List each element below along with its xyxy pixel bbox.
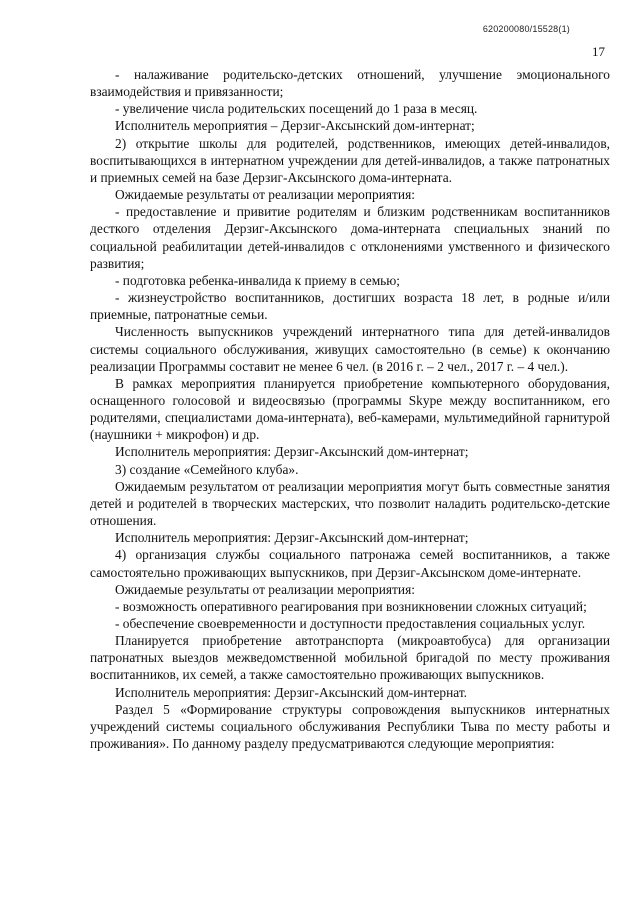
paragraph: В рамках мероприятия планируется приобретение компьютерного оборудования, оснащенного голосовой и видеосвязью (программы Skype между воспитанником, его родителями, специалистами дома-интерната), веб-камерами, мультимедийной гарнитурой (наушники + микрофон) и др. bbox=[90, 375, 610, 443]
document-body bbox=[90, 66, 610, 752]
paragraph: 2) открытие школы для родителей, родственников, имеющих детей-инвалидов, воспитывающихся в интернатном учреждении для детей-инвалидов, а также патронатных и приемных семей на базе Дерзиг-Аксынского дома-интерната. bbox=[90, 135, 610, 185]
paragraph: Ожидаемые результаты от реализации мероприятия: bbox=[115, 581, 415, 597]
paragraph: - подготовка ребенка-инвалида к приему в семью; bbox=[115, 272, 401, 288]
paragraph: - предоставление и привитие родителям и близким родственникам воспитанников десткого отделения Дерзиг-Аксынского дома-интерната специальных знаний по социальной реабилитации детей-инвалидов с отклонениями умственного и физического развития; bbox=[90, 204, 610, 271]
document-id: 620200080/15528(1) bbox=[482, 24, 570, 34]
page-number: 17 bbox=[592, 44, 605, 59]
paragraph: - обеспечение своевременности и доступности предоставления социальных услуг. bbox=[115, 616, 586, 631]
paragraph: - увеличение числа родительских посещений до 1 раза в месяц. bbox=[115, 101, 478, 117]
paragraph: Исполнитель мероприятия: Дерзиг-Аксынский дом-интернат. bbox=[115, 684, 468, 700]
paragraph: Численность выпускников учреждений интернатного типа для детей-инвалидов системы социального обслуживания, живущих самостоятельно (в семье) к окончанию реализации Программы составит не менее 6 чел. (в 2016 г. – 2 чел., 2017 г. – 4 чел.). bbox=[90, 324, 610, 374]
paragraph: Исполнитель мероприятия: Дерзиг-Аксынский дом-интернат; bbox=[115, 444, 469, 460]
paragraph: Раздел 5 «Формирование структуры сопровождения выпускников интернатных учреждений системы социального обслуживания Республики Тыва по месту работы и проживания». По данному разделу предусматриваются следующие мероприятия: bbox=[90, 701, 610, 752]
paragraph: Ожидаемые результаты от реализации мероприятия: bbox=[115, 187, 415, 203]
paragraph: Ожидаемым результатом от реализации мероприятия могут быть совместные занятия детей и родителей в творческих мастерских, что позволит наладить родительско-детские отношения. bbox=[90, 478, 610, 529]
paragraph: - налаживание родительско-детских отношений, улучшение эмоционального взаимодействия и привязанности; bbox=[90, 67, 610, 100]
paragraph: Исполнитель мероприятия – Дерзиг-Аксынский дом-интернат; bbox=[115, 118, 475, 134]
paragraph: - жизнеустройство воспитанников, достигших возраста 18 лет, в родные и/или приемные, патронатные семьи. bbox=[90, 290, 610, 323]
paragraph: Планируется приобретение автотранспорта (микроавтобуса) для организации патронатных выездов межведомственной мобильной бригадой по месту проживания воспитанников, их семей, а также самостоятельно проживающих выпускников. bbox=[90, 633, 610, 683]
paragraph: Исполнитель мероприятия: Дерзиг-Аксынский дом-интернат; bbox=[115, 530, 469, 546]
paragraph: - возможность оперативного реагирования при возникновении сложных ситуаций; bbox=[115, 598, 587, 614]
paragraph: 4) организация службы социального патронажа семей воспитанников, а также самостоятельно проживающих выпускников, при Дерзиг-Аксынском доме-интернате. bbox=[90, 547, 610, 580]
paragraph: 3) создание «Семейного клуба». bbox=[115, 461, 299, 477]
